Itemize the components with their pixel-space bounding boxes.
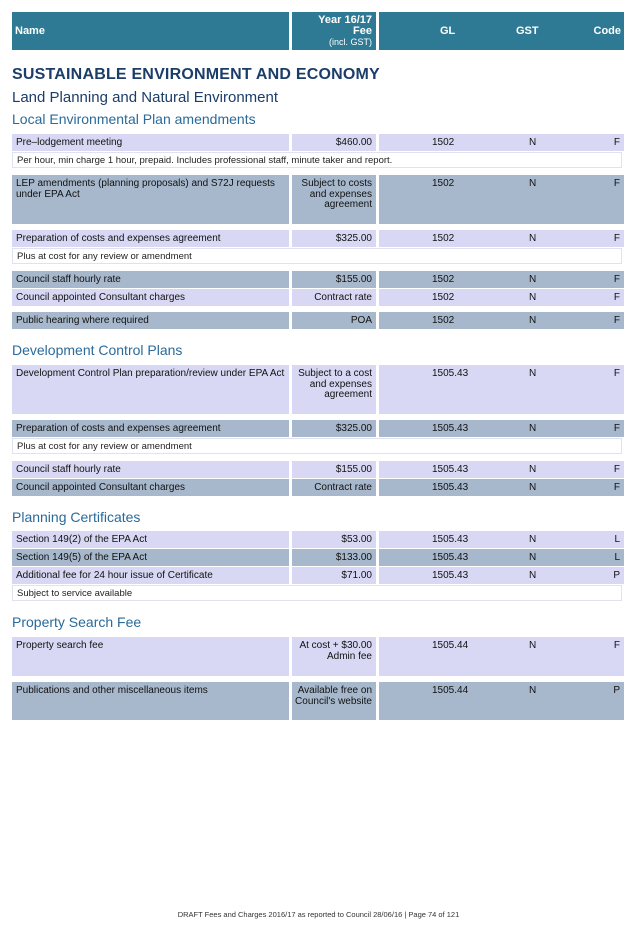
row-gl: 1502 xyxy=(432,292,455,303)
header-fee-year: Year 16/17 xyxy=(318,14,372,26)
row-codes xyxy=(379,271,624,288)
row-name: Council appointed Consultant charges xyxy=(12,479,289,496)
section-title-property-search: Property Search Fee xyxy=(12,614,142,630)
header-gl: GL xyxy=(440,25,456,37)
row-gl: 1505.43 xyxy=(432,368,469,379)
row-gl: 1502 xyxy=(432,233,455,244)
section-title-lep: Local Environmental Plan amendments xyxy=(12,111,256,127)
row-note: Per hour, min charge 1 hour, prepaid. Includes professional staff, minute taker and report. xyxy=(12,152,622,168)
table-row xyxy=(12,479,624,496)
header-name: Name xyxy=(12,12,289,50)
row-gst: N xyxy=(529,178,537,189)
row-name: LEP amendments (planning proposals) and S72J requests under EPA Act xyxy=(12,175,289,224)
row-fee: POA xyxy=(292,312,376,329)
table-row xyxy=(12,567,624,584)
row-gl: 1505.43 xyxy=(432,552,469,563)
row-gl: 1505.43 xyxy=(432,570,469,581)
row-gst: N xyxy=(529,423,537,434)
row-fee: Contract rate xyxy=(292,289,376,306)
row-code: F xyxy=(613,482,620,493)
table-row xyxy=(12,549,624,566)
row-gst: N xyxy=(529,368,537,379)
directorate-title: SUSTAINABLE ENVIRONMENT AND ECONOMY xyxy=(12,66,380,83)
row-gl: 1502 xyxy=(432,274,455,285)
row-code: F xyxy=(613,178,620,189)
row-name: Council staff hourly rate xyxy=(12,271,289,288)
row-gst: N xyxy=(529,233,537,244)
row-code: F xyxy=(613,137,620,148)
table-row xyxy=(12,420,624,437)
row-name: Additional fee for 24 hour issue of Certificate xyxy=(12,567,289,584)
row-name: Pre–lodgement meeting xyxy=(12,134,289,151)
table-row xyxy=(12,531,624,548)
row-gst: N xyxy=(529,570,537,581)
row-gl: 1505.43 xyxy=(432,464,469,475)
table-row xyxy=(12,461,624,478)
row-gst: N xyxy=(529,292,537,303)
row-fee: At cost + $30.00 Admin fee xyxy=(292,637,376,676)
row-gl: 1502 xyxy=(432,178,455,189)
row-gl: 1505.43 xyxy=(432,482,469,493)
row-gl: 1502 xyxy=(432,137,455,148)
row-code: F xyxy=(613,640,620,651)
table-row xyxy=(12,289,624,306)
row-codes xyxy=(379,479,624,496)
row-fee: Available free on Council's website xyxy=(292,682,376,720)
row-name: Section 149(5) of the EPA Act xyxy=(12,549,289,566)
row-fee: Subject to costs and expenses agreement xyxy=(292,175,376,224)
row-gl: 1502 xyxy=(432,315,455,326)
row-codes xyxy=(379,637,624,676)
table-row xyxy=(12,312,624,329)
row-note: Plus at cost for any review or amendment xyxy=(12,248,622,264)
row-code: F xyxy=(613,423,620,434)
row-codes xyxy=(379,289,624,306)
row-code: F xyxy=(613,292,620,303)
row-code: F xyxy=(613,368,620,379)
row-fee: $133.00 xyxy=(292,549,376,566)
header-gst: GST xyxy=(516,25,539,37)
row-codes xyxy=(379,420,624,437)
row-gst: N xyxy=(529,685,537,696)
row-gst: N xyxy=(529,482,537,493)
row-gst: N xyxy=(529,274,537,285)
row-note: Subject to service available xyxy=(12,585,622,601)
row-gst: N xyxy=(529,137,537,148)
row-code: L xyxy=(614,552,620,563)
header-code: Code xyxy=(593,25,621,37)
row-name: Preparation of costs and expenses agreement xyxy=(12,420,289,437)
header-fee-label: Fee xyxy=(353,25,372,37)
row-name: Public hearing where required xyxy=(12,312,289,329)
row-codes xyxy=(379,365,624,414)
row-fee: $325.00 xyxy=(292,420,376,437)
row-fee: $71.00 xyxy=(292,567,376,584)
row-gl: 1505.44 xyxy=(432,640,469,651)
row-fee: $155.00 xyxy=(292,461,376,478)
row-name: Section 149(2) of the EPA Act xyxy=(12,531,289,548)
row-name: Publications and other miscellaneous items xyxy=(12,682,289,720)
row-fee: $325.00 xyxy=(292,230,376,247)
row-gl: 1505.43 xyxy=(432,423,469,434)
row-fee: Subject to a cost and expenses agreement xyxy=(292,365,376,414)
section-title-dcp: Development Control Plans xyxy=(12,342,183,358)
row-gst: N xyxy=(529,534,537,545)
row-codes xyxy=(379,461,624,478)
table-row xyxy=(12,365,624,414)
department-title: Land Planning and Natural Environment xyxy=(12,89,279,106)
header-codes xyxy=(379,12,624,50)
row-codes xyxy=(379,531,624,548)
row-codes xyxy=(379,175,624,224)
row-code: P xyxy=(613,685,620,696)
row-gst: N xyxy=(529,640,537,651)
table-row xyxy=(12,134,624,151)
table-row xyxy=(12,271,624,288)
row-gst: N xyxy=(529,315,537,326)
header-fee-gst-note: (incl. GST) xyxy=(328,37,372,47)
table-row xyxy=(12,637,624,676)
row-codes xyxy=(379,549,624,566)
row-fee: $460.00 xyxy=(292,134,376,151)
row-code: L xyxy=(614,534,620,545)
row-gl: 1505.43 xyxy=(432,534,469,545)
page-footer: DRAFT Fees and Charges 2016/17 as reported to Council 28/06/16 | Page 74 of 121 xyxy=(177,910,460,919)
row-fee: $53.00 xyxy=(292,531,376,548)
row-codes xyxy=(379,567,624,584)
row-gst: N xyxy=(529,552,537,563)
row-codes xyxy=(379,682,624,720)
row-codes xyxy=(379,312,624,329)
table-row xyxy=(12,230,624,247)
header-fee xyxy=(292,12,376,50)
row-name: Preparation of costs and expenses agreement xyxy=(12,230,289,247)
row-codes xyxy=(379,134,624,151)
row-fee: Contract rate xyxy=(292,479,376,496)
row-gst: N xyxy=(529,464,537,475)
row-note: Plus at cost for any review or amendment xyxy=(12,438,622,454)
table-row xyxy=(12,175,624,224)
row-codes xyxy=(379,230,624,247)
section-title-certificates: Planning Certificates xyxy=(12,509,141,525)
row-name: Development Control Plan preparation/review under EPA Act xyxy=(12,365,289,414)
row-gl: 1505.44 xyxy=(432,685,469,696)
row-code: F xyxy=(613,233,620,244)
table-header xyxy=(12,12,624,50)
row-name: Council staff hourly rate xyxy=(12,461,289,478)
row-code: F xyxy=(613,274,620,285)
row-fee: $155.00 xyxy=(292,271,376,288)
row-code: F xyxy=(613,315,620,326)
row-code: P xyxy=(613,570,620,581)
row-code: F xyxy=(613,464,620,475)
row-name: Property search fee xyxy=(12,637,289,676)
row-name: Council appointed Consultant charges xyxy=(12,289,289,306)
table-row xyxy=(12,682,624,720)
